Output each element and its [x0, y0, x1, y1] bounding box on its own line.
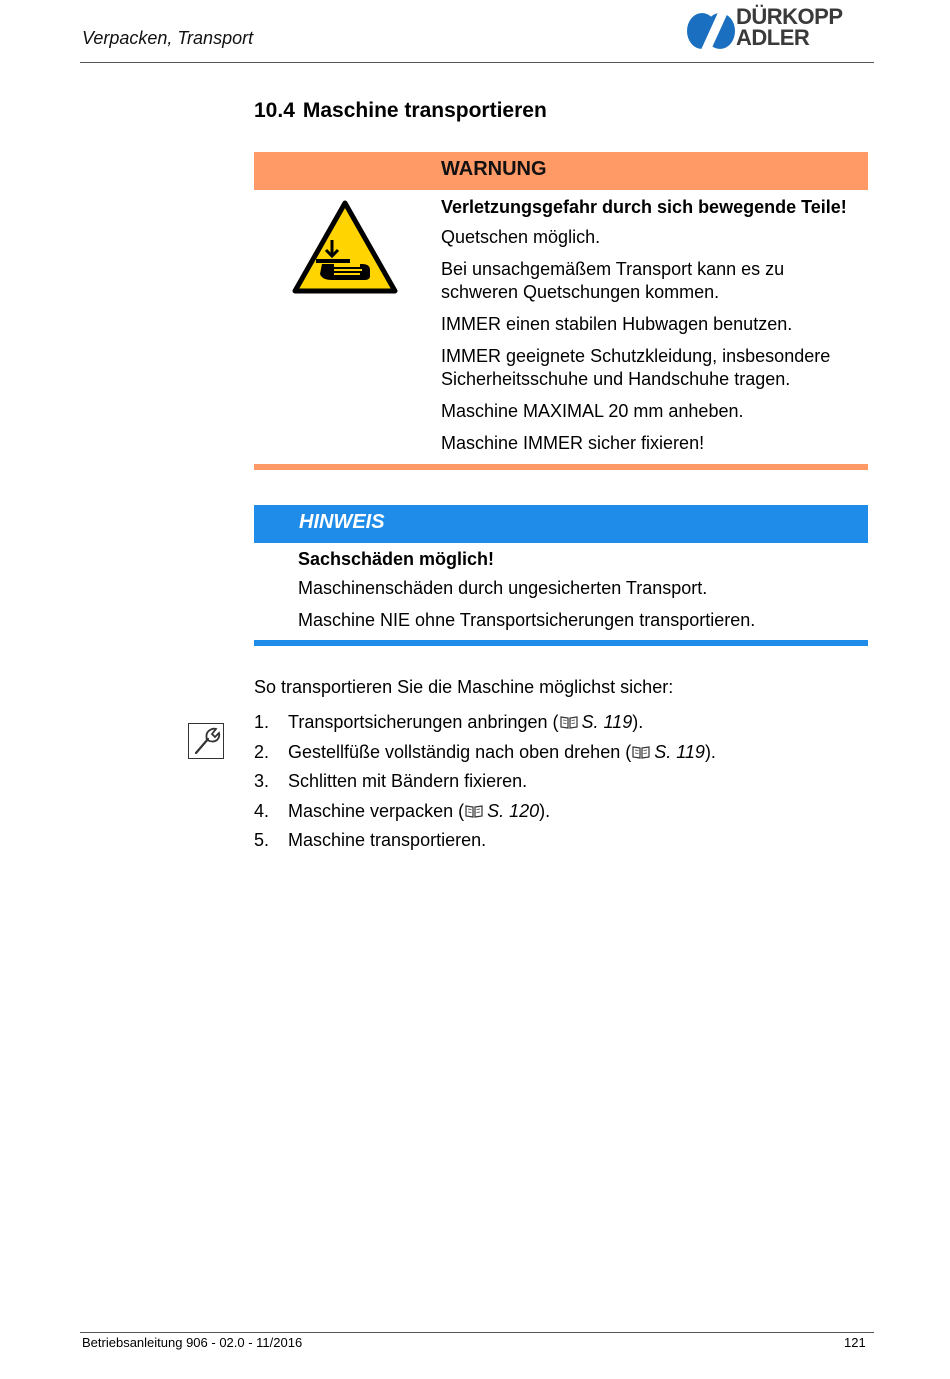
step-text: Schlitten mit Bändern fixieren.	[288, 771, 528, 792]
footer-rule	[80, 1332, 874, 1333]
step-text: Transportsicherungen anbringen (	[288, 712, 559, 732]
page-reference-link[interactable]: S. 119	[581, 712, 633, 732]
notice-bar	[254, 505, 868, 543]
warning-line: Maschine IMMER sicher fixieren!	[441, 433, 705, 453]
step-text: Maschine transportieren.	[288, 830, 487, 851]
notice-body	[298, 548, 858, 641]
warning-line: Maschine MAXIMAL 20 mm anheben.	[441, 401, 744, 421]
page-reference-link[interactable]: S. 119	[654, 741, 705, 762]
section-number: 10.4	[254, 99, 295, 122]
warning-bottom-rule	[254, 464, 868, 470]
book-icon	[465, 802, 483, 825]
warning-body	[441, 196, 861, 464]
hand-crush-warning-icon	[292, 200, 398, 294]
warning-headline: Verletzungsgefahr durch sich bewegende Teile!	[441, 197, 847, 217]
duerkopp-adler-logo: DÜRKOPP ADLER	[686, 6, 872, 54]
notice-headline: Sachschäden möglich!	[298, 549, 495, 569]
wrench-icon	[188, 723, 224, 759]
book-icon	[560, 713, 578, 736]
step-text: Maschine verpacken (	[288, 800, 465, 821]
step-number: 2.	[254, 741, 270, 762]
header-rule	[80, 62, 874, 63]
warning-line: Bei unsachgemäßem Transport kann es zu schweren Quetschungen kommen.	[441, 259, 785, 302]
warning-line: IMMER geeignete Schutzkleidung, insbesondere Sicherheitsschuhe und Handschuhe tragen.	[441, 346, 831, 389]
page-reference-link[interactable]: S. 120	[487, 800, 540, 821]
step-number: 1.	[254, 712, 270, 732]
notice-label: HINWEIS	[299, 511, 385, 533]
notice-bottom-rule	[254, 640, 868, 646]
notice-line: Maschinenschäden durch ungesicherten Transport.	[298, 578, 708, 598]
warning-bar	[254, 152, 868, 190]
step-number: 5.	[254, 830, 270, 851]
step-number: 4.	[254, 800, 270, 821]
logo-mark-icon	[686, 6, 736, 52]
procedure-intro: So transportieren Sie die Maschine möglichst sicher:	[254, 677, 674, 697]
page-number: 121	[844, 1335, 866, 1350]
warning-label: WARNUNG	[441, 158, 547, 180]
section-title: Maschine transportieren	[302, 99, 547, 122]
footer-document-id: Betriebsanleitung 906 - 02.0 - 11/2016	[82, 1335, 303, 1350]
header-chapter-title: Verpacken, Transport	[82, 28, 254, 48]
warning-line: IMMER einen stabilen Hubwagen benutzen.	[441, 314, 793, 334]
notice-line: Maschine NIE ohne Transportsicherungen transportieren.	[298, 610, 756, 630]
book-icon	[632, 743, 650, 766]
step-number: 3.	[254, 771, 270, 792]
step-text: Gestellfüße vollständig nach oben drehen (	[288, 741, 632, 762]
section-heading	[254, 99, 547, 123]
warning-line: Quetschen möglich.	[441, 227, 601, 247]
